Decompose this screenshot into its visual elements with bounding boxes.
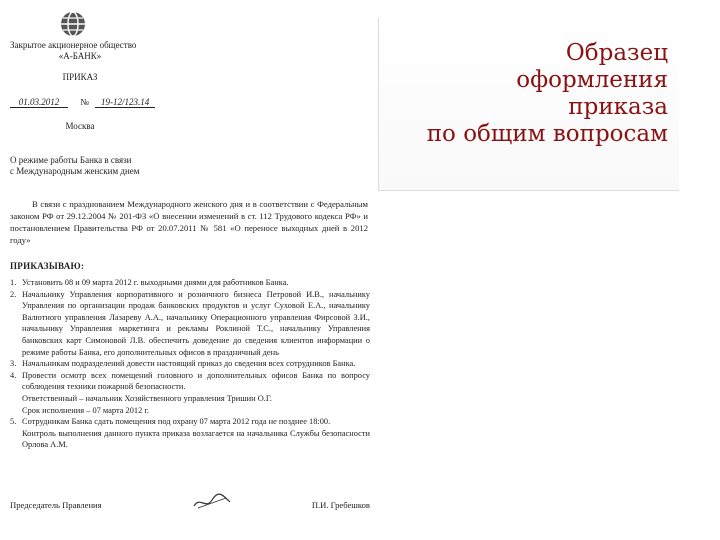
signer-name: П.И. Гребешков — [311, 500, 370, 510]
city: Москва — [65, 121, 95, 131]
organization-name — [10, 40, 150, 62]
list-item: 3. Начальникам подразделений довести настоящий приказ до сведения всех сотрудников Банка. — [10, 359, 356, 369]
heading-line-4: по общим вопросам — [426, 121, 668, 147]
order-items — [10, 277, 370, 451]
org-line-2: «А-БАНК» — [58, 51, 102, 61]
globe-logo-icon — [59, 10, 87, 38]
date-number-line — [10, 97, 155, 108]
orders-heading: ПРИКАЗЫВАЮ: — [10, 261, 85, 271]
document-title: ПРИКАЗ — [62, 72, 98, 82]
subject-line-1: О режиме работы Банка в связи — [10, 155, 132, 165]
heading-line-3: приказа — [568, 94, 668, 120]
number-sign: № — [80, 97, 89, 107]
list-item: Контроль выполнения данного пункта приказа возлагается на начальника Службы безопасности Орлова А.М. — [22, 428, 370, 450]
list-item: Срок исполнения – 07 марта 2012 г. — [22, 405, 149, 415]
slide-heading — [427, 40, 668, 148]
order-date: 01.03.2012 — [10, 97, 68, 108]
heading-line-2: оформления — [516, 67, 668, 93]
list-item: 5. Сотрудникам Банка сдать помещения под охрану 07 марта 2012 года не позднее 18:00. — [10, 417, 331, 427]
org-line-1: Закрытое акционерное общество — [10, 40, 137, 50]
list-item: 1. Установить 08 и 09 марта 2012 г. выходными днями для работников Банка. — [10, 278, 289, 287]
order-subject — [10, 155, 190, 177]
signer-title: Председатель Правления — [10, 500, 102, 510]
intro-paragraph: В связи с празднованием Международного женского дня и в соответствии с Федеральным законом РФ от 29.12.2004 № 201-ФЗ «О внесении изменений в ст. 112 Трудового кодекса РФ» и постановлением Правительства РФ от 20.07.2011 № 581 «О переносе выходных дней в 2012 году» — [10, 199, 368, 245]
subject-line-2: с Международным женским днем — [10, 166, 140, 176]
list-item: Ответственный – начальник Хозяйственного управления Тришин О.Г. — [22, 393, 272, 403]
order-number: 19-12/123.14 — [95, 97, 155, 108]
heading-line-1: Образец — [565, 40, 668, 66]
list-item: 2. Начальнику Управления корпоративного и розничного бизнеса Петровой И.В., начальнику Управления по организации продаж банковских продуктов и услуг Суховой Е.А., начальнику Валютного управления Лазареву А.А., начальнику Операционного управления Фирсовой З.И., начальнику Управления маркетинга и рекламы Роклиной Т.С., начальнику Управления банковских карт Симоновой Л.В. обеспечить доведение до сведения клиентов информации о режиме работы Банка, его дополнительных офисов в праздничный день — [10, 289, 370, 357]
list-item: 4. Провести осмотр всех помещений головного и дополнительных офисов Банка по вопросу соблюдения техники пожарной безопасности. — [10, 370, 370, 392]
signature-block — [10, 500, 370, 510]
